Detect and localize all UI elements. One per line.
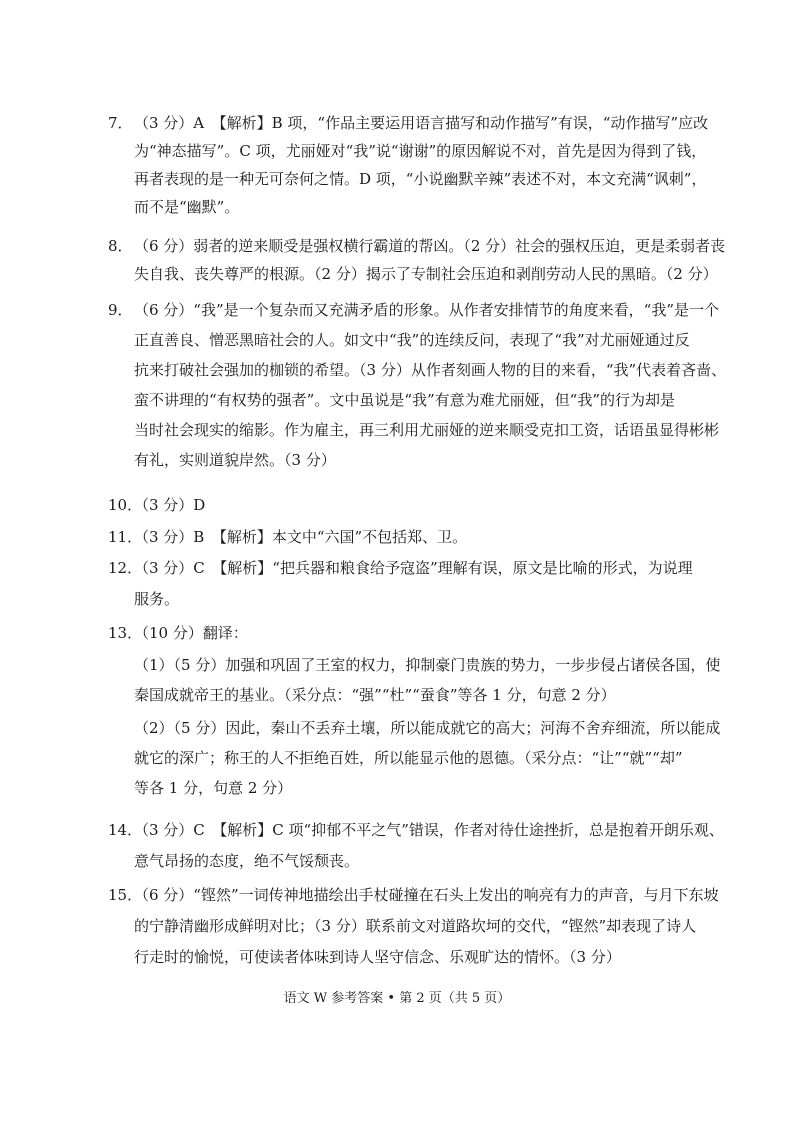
item-line: 的宁静清幽形成鲜明对比；（3 分）联系前文对道路坎坷的交代，“铿然”却表现了诗人 <box>134 917 697 935</box>
item-line: 就它的深广；称王的人不拒绝百姓，所以能显示他的恩德。（采分点：“让”“就”“却” <box>134 749 683 767</box>
item-line: 等各 1 分，句意 2 分） <box>134 779 293 797</box>
item-line: （1）（5 分）加强和巩固了王室的权力，抑制豪门贵族的势力，一步步侵占诸侯各国，使 <box>134 656 721 674</box>
item-line: 再者表现的是一种无可奈何之情。D 项，“小说幽默辛辣”表述不对，本文充满“讽刺”， <box>134 170 707 188</box>
item-number: 8． <box>108 237 133 255</box>
item-number: 14． <box>108 821 143 839</box>
item-line: 而不是“幽默”。 <box>134 198 240 216</box>
item-line: （10 分）翻译： <box>134 624 248 642</box>
item-line: （6 分）弱者的逆来顺受是强权横行霸道的帮凶。（2 分）社会的强权压迫，更是柔弱者丧 <box>134 237 726 255</box>
item-line: 秦国成就帝王的基业。（采分点：“强”“杜”“蚕食”等各 1 分，句意 2 分） <box>134 686 616 704</box>
item-line: （2）（5 分）因此，秦山不丢弃土壤，所以能成就它的高大；河海不舍弃细流，所以能成 <box>134 719 721 737</box>
item-line: （3 分）C 【解析】“把兵器和粮食给予寇盗”理解有误，原文是比喻的形式，为说理 <box>134 559 693 577</box>
item-line: 蛮不讲理的“有权势的强者”。文中虽说是“我”有意为难尤丽娅，但“我”的行为却是 <box>134 391 676 409</box>
item-line: （6 分）“铿然”一词传神地描绘出手杖碰撞在石头上发出的响亮有力的声音，与月下东坡 <box>134 886 719 904</box>
item-number: 10． <box>108 496 143 514</box>
item-number: 9． <box>108 301 133 319</box>
item-line: 正直善良、憎恶黑暗社会的人。如文中“我”的连续反问，表现了“我”对尤丽娅通过反 <box>134 331 690 349</box>
item-line: （3 分）B 【解析】本文中“六国”不包括郑、卫。 <box>134 528 468 546</box>
item-line: 失自我、丧失尊严的根源。（2 分）揭示了专制社会压迫和剥削劳动人民的黑暗。（2 分） <box>134 265 718 283</box>
item-line: 为“神态描写”。C 项，尤丽娅对“我”说“谢谢”的原因解说不对，首先是因为得到了钱， <box>134 142 707 160</box>
item-line: 有礼，实则道貌岸然。（3 分） <box>134 451 336 469</box>
item-line: 抗来打破社会强加的枷锁的希望。（3 分）从作者刻画人物的目的来看，“我”代表着吝啬、 <box>134 361 727 379</box>
item-line: 行走时的愉悦，可使读者体味到诗人坚守信念、乐观旷达的情怀。（3 分） <box>134 948 621 966</box>
item-line: （3 分）A 【解析】B 项，“作品主要运用语言描写和动作描写”有误，“动作描写”应改 <box>134 114 709 132</box>
item-number: 15． <box>108 886 143 904</box>
item-line: （3 分）D <box>134 496 206 514</box>
item-number: 13． <box>108 624 143 642</box>
item-number: 12． <box>108 559 143 577</box>
item-number: 11． <box>108 528 143 546</box>
item-line: （3 分）C 【解析】C 项“抑郁不平之气”错误，作者对待仕途挫折，总是抱着开朗乐观、 <box>134 821 724 839</box>
page-footer: 语文 W 参考答案 • 第 2 页（共 5 页） <box>283 991 511 1006</box>
item-line: （6 分）“我”是一个复杂而又充满矛盾的形象。从作者安排情节的角度来看，“我”是一个 <box>134 301 719 319</box>
item-number: 7． <box>108 114 133 132</box>
item-line: 当时社会现实的缩影。作为雇主，再三利用尤丽娅的逆来顺受克扣工资，话语虽显得彬彬 <box>134 421 720 439</box>
item-line: 意气昂扬的态度，绝不气馁颓丧。 <box>134 852 360 870</box>
item-line: 服务。 <box>134 590 180 608</box>
